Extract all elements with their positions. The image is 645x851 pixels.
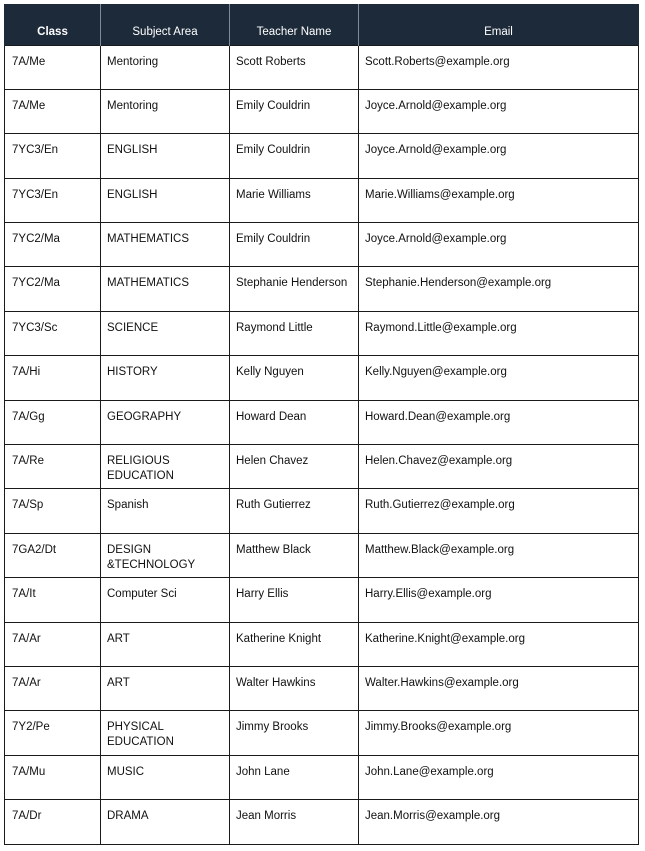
subject-cell: Computer Sci	[101, 578, 230, 622]
teacher-cell: Scott Roberts	[230, 45, 359, 89]
subject-cell: MATHEMATICS	[101, 267, 230, 311]
teacher-cell: Matthew Black	[230, 533, 359, 577]
teacher-cell: Harry Ellis	[230, 578, 359, 622]
class-cell: 7Y2/Pe	[5, 711, 101, 755]
class-cell: 7YC3/En	[5, 134, 101, 178]
class-cell: 7YC3/Sc	[5, 311, 101, 355]
email-cell[interactable]: Jimmy.Brooks@example.org	[359, 711, 639, 755]
table-row	[5, 89, 639, 133]
class-cell: 7A/Re	[5, 445, 101, 489]
email-cell[interactable]: Raymond.Little@example.org	[359, 311, 639, 355]
subject-cell: ENGLISH	[101, 178, 230, 222]
column-header-class: Class	[5, 4, 101, 45]
subject-cell: SCIENCE	[101, 311, 230, 355]
column-header-subject: Subject Area	[101, 4, 230, 45]
column-header-teacher: Teacher Name	[230, 4, 359, 45]
table-row	[5, 489, 639, 533]
subject-cell: ENGLISH	[101, 134, 230, 178]
subject-cell: ART	[101, 666, 230, 710]
table-row	[5, 755, 639, 799]
email-cell[interactable]: Joyce.Arnold@example.org	[359, 223, 639, 267]
email-cell[interactable]: Ruth.Gutierrez@example.org	[359, 489, 639, 533]
class-cell: 7A/Gg	[5, 400, 101, 444]
teacher-contact-table	[4, 4, 639, 845]
class-cell: 7A/Mu	[5, 755, 101, 799]
email-cell[interactable]: Stephanie.Henderson@example.org	[359, 267, 639, 311]
teacher-cell: Marie Williams	[230, 178, 359, 222]
email-cell[interactable]: Helen.Chavez@example.org	[359, 445, 639, 489]
table-header	[5, 4, 639, 45]
subject-cell: PHYSICAL EDUCATION	[101, 711, 230, 755]
email-cell[interactable]: Joyce.Arnold@example.org	[359, 134, 639, 178]
email-cell[interactable]: Scott.Roberts@example.org	[359, 45, 639, 89]
table-row	[5, 666, 639, 710]
email-cell[interactable]: Matthew.Black@example.org	[359, 533, 639, 577]
teacher-cell: Howard Dean	[230, 400, 359, 444]
teacher-cell: John Lane	[230, 755, 359, 799]
class-cell: 7YC2/Ma	[5, 267, 101, 311]
subject-cell: Spanish	[101, 489, 230, 533]
table-row	[5, 578, 639, 622]
email-cell[interactable]: Walter.Hawkins@example.org	[359, 666, 639, 710]
table-row	[5, 800, 639, 844]
table-row	[5, 356, 639, 400]
table-row	[5, 711, 639, 755]
subject-cell: Mentoring	[101, 45, 230, 89]
table-row	[5, 134, 639, 178]
class-cell: 7A/Ar	[5, 622, 101, 666]
table-row	[5, 45, 639, 89]
class-cell: 7A/It	[5, 578, 101, 622]
class-cell: 7A/Sp	[5, 489, 101, 533]
email-cell[interactable]: Katherine.Knight@example.org	[359, 622, 639, 666]
subject-cell: MATHEMATICS	[101, 223, 230, 267]
teacher-cell: Katherine Knight	[230, 622, 359, 666]
subject-cell: MUSIC	[101, 755, 230, 799]
table-row	[5, 311, 639, 355]
table-body	[5, 45, 639, 844]
teacher-cell: Jimmy Brooks	[230, 711, 359, 755]
email-cell[interactable]: Kelly.Nguyen@example.org	[359, 356, 639, 400]
teacher-cell: Emily Couldrin	[230, 89, 359, 133]
column-header-email: Email	[359, 4, 639, 45]
subject-cell: Mentoring	[101, 89, 230, 133]
table-row	[5, 445, 639, 489]
teacher-cell: Emily Couldrin	[230, 134, 359, 178]
email-cell[interactable]: Jean.Morris@example.org	[359, 800, 639, 844]
subject-cell: GEOGRAPHY	[101, 400, 230, 444]
email-cell[interactable]: Howard.Dean@example.org	[359, 400, 639, 444]
subject-cell: RELIGIOUS EDUCATION	[101, 445, 230, 489]
class-cell: 7YC3/En	[5, 178, 101, 222]
class-cell: 7A/Ar	[5, 666, 101, 710]
class-cell: 7GA2/Dt	[5, 533, 101, 577]
table-row	[5, 178, 639, 222]
subject-cell: ART	[101, 622, 230, 666]
teacher-cell: Jean Morris	[230, 800, 359, 844]
class-cell: 7A/Dr	[5, 800, 101, 844]
email-cell[interactable]: Marie.Williams@example.org	[359, 178, 639, 222]
class-cell: 7YC2/Ma	[5, 223, 101, 267]
teacher-cell: Stephanie Henderson	[230, 267, 359, 311]
class-cell: 7A/Me	[5, 45, 101, 89]
class-cell: 7A/Me	[5, 89, 101, 133]
teacher-cell: Emily Couldrin	[230, 223, 359, 267]
header-row	[5, 4, 639, 45]
teacher-cell: Raymond Little	[230, 311, 359, 355]
class-cell: 7A/Hi	[5, 356, 101, 400]
table-row	[5, 622, 639, 666]
teacher-cell: Kelly Nguyen	[230, 356, 359, 400]
email-cell[interactable]: Harry.Ellis@example.org	[359, 578, 639, 622]
subject-cell: HISTORY	[101, 356, 230, 400]
email-cell[interactable]: Joyce.Arnold@example.org	[359, 89, 639, 133]
table-row	[5, 400, 639, 444]
teacher-cell: Helen Chavez	[230, 445, 359, 489]
teacher-cell: Walter Hawkins	[230, 666, 359, 710]
table-row	[5, 223, 639, 267]
subject-cell: DESIGN &TECHNOLOGY	[101, 533, 230, 577]
table-row	[5, 533, 639, 577]
teacher-cell: Ruth Gutierrez	[230, 489, 359, 533]
subject-cell: DRAMA	[101, 800, 230, 844]
email-cell[interactable]: John.Lane@example.org	[359, 755, 639, 799]
table-row	[5, 267, 639, 311]
